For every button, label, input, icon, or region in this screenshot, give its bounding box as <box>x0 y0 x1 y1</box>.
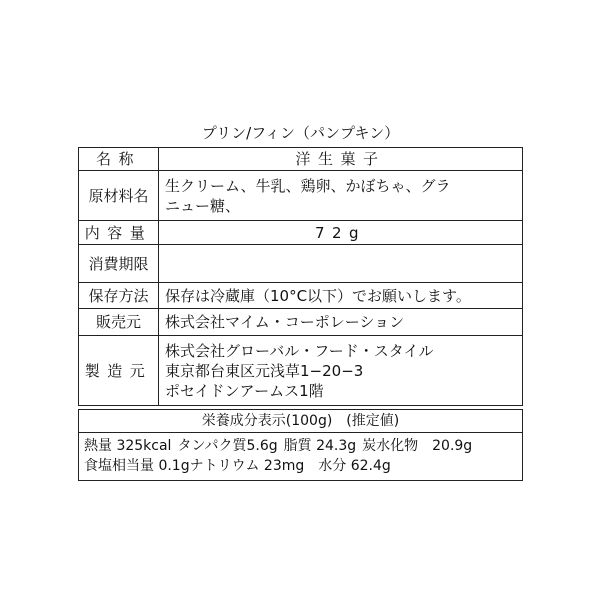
row-seller <box>79 309 523 336</box>
nutrition-protein: タンパク質5.6g <box>177 438 278 454</box>
nutrition-carbs: 炭水化物 20.9g <box>362 438 473 454</box>
seller-value: 株式会社マイム・コーポレーション <box>159 309 523 336</box>
quantity-label: 内容量 <box>79 221 159 245</box>
manufacturer-line-3: ポセイドンアームス1階 <box>165 381 324 400</box>
expiry-value <box>159 245 523 283</box>
manufacturer-value <box>159 336 523 406</box>
manufacturer-line-2: 東京都台東区元浅草1−20−3 <box>165 361 364 380</box>
row-expiry <box>79 245 523 283</box>
nutrition-salt: 食塩相当量 0.1g <box>84 458 190 474</box>
manufacturer-line-1: 株式会社グローバル・フード・スタイル <box>165 341 434 360</box>
row-manufacturer <box>79 336 523 406</box>
ingredients-line-2: ニュー糖、 <box>165 196 241 215</box>
nutrition-line-1 <box>84 436 517 456</box>
nutrition-line-2 <box>84 456 517 476</box>
quantity-value: 72g <box>159 221 523 245</box>
name-value: 洋生菓子 <box>159 148 523 171</box>
storage-label: 保存方法 <box>79 283 159 309</box>
ingredients-value <box>159 171 523 221</box>
product-title: プリン/フィン（パンプキン） <box>201 124 400 142</box>
expiry-label: 消費期限 <box>79 245 159 283</box>
nutrition-header: 栄養成分表示(100g) (推定値) <box>79 410 522 433</box>
nutrition-sodium: ナトリウム 23mg <box>189 458 305 474</box>
food-label-table <box>78 147 523 406</box>
row-ingredients <box>79 171 523 221</box>
manufacturer-label: 製造元 <box>79 336 159 406</box>
nutrition-energy: 熱量 325kcal <box>84 438 172 454</box>
storage-value: 保存は冷蔵庫（10°C以下）でお願いします。 <box>159 283 523 309</box>
seller-label: 販売元 <box>79 309 159 336</box>
ingredients-line-1: 生クリーム、牛乳、鶏卵、かぼちゃ、グラ <box>165 176 451 195</box>
ingredients-label: 原材料名 <box>79 171 159 221</box>
nutrition-water: 水分 62.4g <box>318 458 391 474</box>
row-name <box>79 148 523 171</box>
row-quantity <box>79 221 523 245</box>
nutrition-fat: 脂質 24.3g <box>283 438 357 454</box>
name-label: 名称 <box>79 148 159 171</box>
row-storage <box>79 283 523 309</box>
nutrition-body <box>79 433 522 480</box>
nutrition-box <box>78 409 523 481</box>
